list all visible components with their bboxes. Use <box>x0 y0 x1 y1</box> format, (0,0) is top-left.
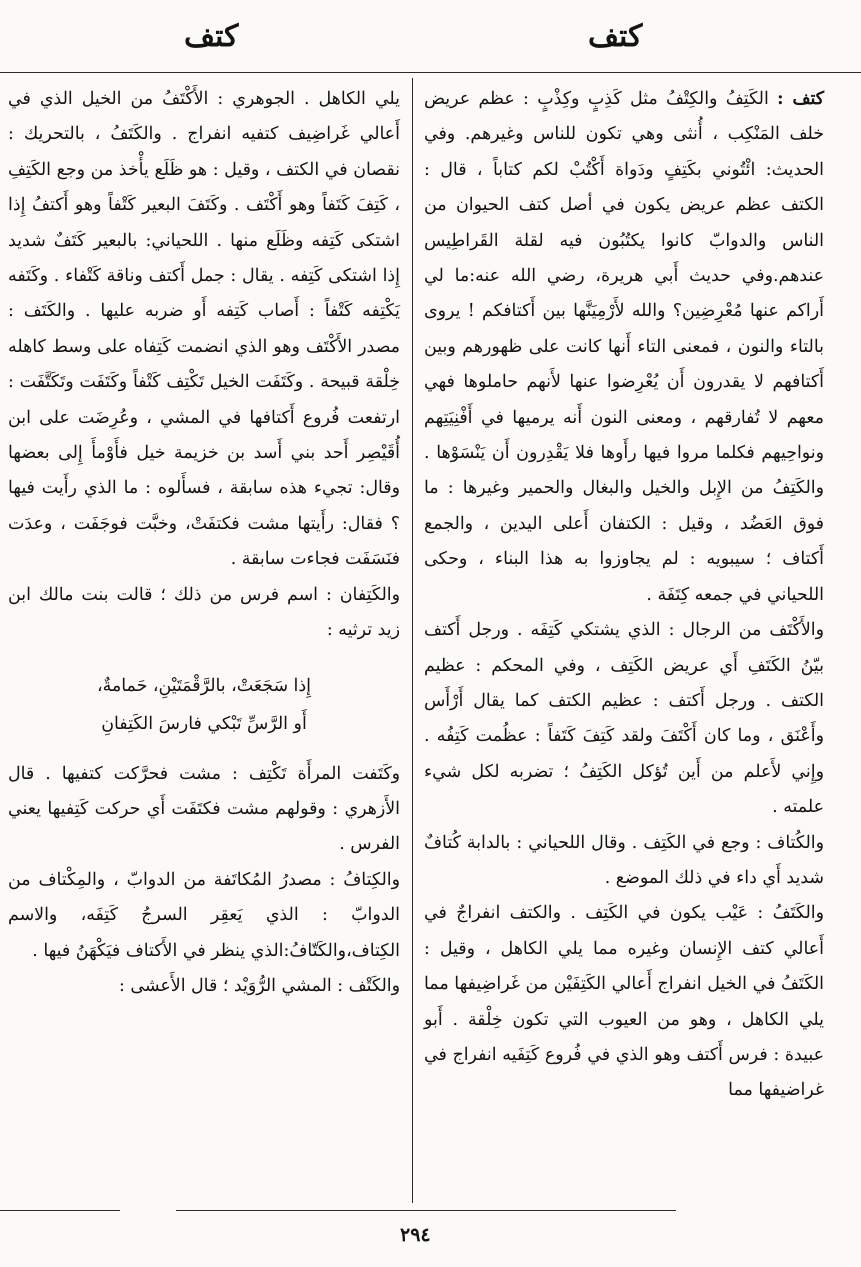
left-paragraph: والكَتْف : المشي الرُّوَيْد ؛ قال الأَعشى : <box>119 975 400 996</box>
left-paragraph: وكَتَفت المرأَة تَكْتِف : مشت فحرَّكت كتفيها . قال الأَزهري : وقولهم مشت فكتَفَت أَي حركت كَتِفيها يعني الفرس . <box>8 763 400 855</box>
right-paragraph <box>424 82 824 613</box>
left-paragraph: والكِتافُ : مصدرُ المُكاتَفة من الدوابّ ، والمِكْتاف من الدوابّ : الذي يَعقِر السرجُ كَتِفَه، والاسم الكِتاف،والكَتّافُ:الذي ينظر في الأَكتاف فيَكْهَنُ فيها . <box>8 869 400 961</box>
right-paragraph: والكَتَفُ : عَيْب يكون في الكَتِف . والكتف انفراجٌ في أَعالي كتف الإِنسان وغيره مما يلي الكاهل ، وقيل : الكَتَفُ في الخيل انفراج أَعالي الكَتِفَيْن من غَراضِيفها مما يلي الكاهل ، وهو من العيوب التي تكون خِلْقة . أَبو عبيدة : فرس أَكتف وهو الذي في فُروع كَتِفَيه انفراج في غراضيفها مما <box>424 903 824 1101</box>
column-divider <box>412 78 413 1203</box>
left-paragraph: يلي الكاهل . الجوهري : الأَكْتَفُ من الخيل الذي في أَعالي غَراضِيف كتفيه انفراج . والكَتَفُ ، بالتحريك : نقصان في الكتف ، وقيل : هو ظَلَع يأْخذ من وجع الكَتِفِ ، كَتِفَ كَتَفاً وهو أَكْتَف . وكَتَفَ البعير كَتْفاً وهو أَكتفُ إِذا اشتكى كَتِفه وظَلَع منها . اللحياني: بالبعير كَتَفٌ شديد إِذا اشتكى كَتِفه . يقال : جمل أَكتف وناقة كَتْفاء . وكَتَفه يَكْتِفه كَتْفاً : أَصاب كَتِفه أَو ضربه عليها . والكَتَف : مصدر الأَكْتَف وهو الذي انضمت كَتِفاه على وسط كاهله خِلْقة قبيحة . وكَتَفَت الخيل تَكْتِف كَتْفاً وكَتَفَت وتَكَتَّفَت : ارتفعت فُروع أَكتافها في المشي ، وعُرِضَت على ابن أُقَيْصِر أَحد بني أَسد بن خزيمة خيل فأَوْمأَ إِلى بعضها وقال: تجيء هذه سابقة ، فسأَلوه : ما الذي رأَيت فيها ؟ فقال: رأَيتها مشت فكتفَتْ، وخبَّت فوجَفَت ، وعدَت فنَسَفَت فجاءت سابقة . <box>8 89 400 570</box>
verse <box>8 667 400 743</box>
footer-rule-left <box>0 1210 120 1211</box>
header-word-right: كتف <box>588 19 643 54</box>
left-column <box>8 82 400 1004</box>
right-text: الكَتِفُ والكِتْفُ مثل كَذِبٍ وكِذْبٍ : عظم عريض خلف المَنْكِب ، أُنثى وهي تكون للناس وغيرهم. وفي الحديث: ائْتُوني بكَتِفٍ ودَواة أَكْتُبْ لكم كتاباً ، قال : الكتف عظم عريض يكون في أصل كتف الحيوان من الناس والدوابّ كانوا يكتُبُون فيه لقلة القَراطِيس عندهم.وفي حديث أَبي هريرة، رضي الله عنه:ما لي أَراكم عنها مُعْرِضِين؟ والله لأَرْمِيَنَّها بين أَكتافكم ! يروى بالتاء والنون ، فمعنى التاء أَنها كانت على ظهورهم وبين أَكتافهم لا يقدرون أَن يُعْرِضوا عنها لأَنهم حاملوها فهي معهم لا تُفارقهم ، ومعنى النون أَنه يرميها في أَفْنِيَتِهم ونواحِيهم فكلما مروا فيها رأَوها فلا يَقْدِرون أَن يَنْسَوْها . والكَتِفُ من الإِبل والخيل والبغال والحمير وغيرها : ما فوق العَضُد ، وقيل : الكتفان أَعلى اليدين ، والجمع أَكتاف ؛ سيبويه : لم يجاوزوا به هذا البناء ، وحكى اللحياني في جمعه كِتَفَة . <box>424 89 824 605</box>
right-column <box>424 82 824 1109</box>
left-paragraph: والكَتِفان : اسم فرس من ذلك ؛ قالت بنت مالك ابن زيد ترثيه : <box>8 584 400 641</box>
right-paragraph: والكُتاف : وجع في الكَتِف . وقال اللحياني : بالدابة كُتافٌ شديد أَي داء في ذلك الموضع . <box>424 832 824 888</box>
header-word-left: كتف <box>184 19 239 54</box>
header-rule <box>0 72 861 73</box>
page-number: ٢٩٤ <box>400 1224 431 1246</box>
footer-rule <box>176 1210 676 1211</box>
verse-line: إِذا سَجَعَتْ، بالرَّقْمَتَيْنِ، حَمامةٌ، <box>97 675 311 696</box>
right-paragraph: والأَكْتَف من الرجال : الذي يشتكي كَتِفَه . ورجل أَكتف بيّنُ الكَتَفِ أَي عريض الكَتِف ، وفي المحكم : عظيم الكتف . ورجل أَكتف : عظيم الكتف كما يقال أَرْأَس وأَعْنَق ، وما كان أَكْتَفَ ولقد كَتِفَ كَتَفاً : عظُمت كَتِفُه . وإِني لأَعلم من أَين تُؤكل الكَتِفُ ؛ تضربه لكل شيء علمته . <box>424 620 824 818</box>
entry-head: كتف : <box>777 89 824 109</box>
verse-line: أَو الرَّسِّ تَبْكي فارسَ الكَتِفانِ <box>101 713 307 734</box>
